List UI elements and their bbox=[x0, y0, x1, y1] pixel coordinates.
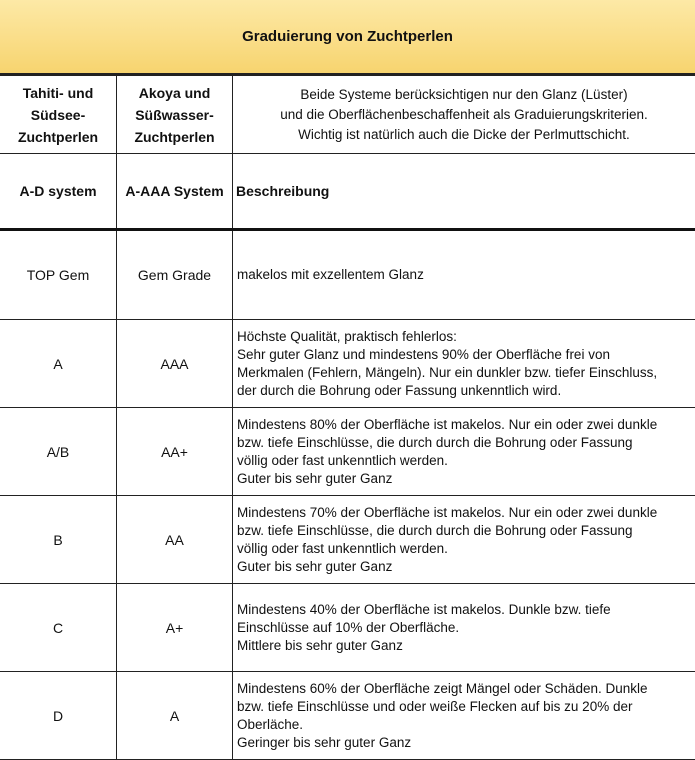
column-header-description: Beschreibung bbox=[233, 154, 695, 230]
description-line: Sehr guter Glanz und mindestens 90% der Oberfläche frei von bbox=[237, 346, 610, 362]
header-tahiti bbox=[0, 76, 117, 154]
column-header-ad: A-D system bbox=[0, 154, 117, 230]
header-text: Zuchtperlen bbox=[134, 128, 215, 145]
grading-table bbox=[0, 75, 695, 760]
grade-ad: A/B bbox=[0, 408, 117, 496]
description bbox=[233, 496, 695, 584]
table-row bbox=[0, 584, 695, 672]
grade-ad: D bbox=[0, 672, 117, 760]
header-text: Zuchtperlen bbox=[17, 128, 99, 145]
header-text: Südsee- bbox=[30, 106, 86, 123]
grade-aaa: A+ bbox=[117, 584, 233, 672]
header-text: Wichtig ist natürlich auch die Dicke der Perlmuttschicht. bbox=[298, 126, 630, 142]
description-line: Mindestens 60% der Oberfläche zeigt Mängel oder Schäden. Dunkle bbox=[237, 680, 648, 696]
subheader-row bbox=[0, 154, 695, 230]
description bbox=[233, 584, 695, 672]
description-line: Geringer bis sehr guter Ganz bbox=[237, 734, 412, 750]
table-row bbox=[0, 408, 695, 496]
grade-ad: TOP Gem bbox=[0, 230, 117, 320]
description-line: völlig oder fast unkenntlich werden. bbox=[237, 540, 448, 556]
grade-aaa: Gem Grade bbox=[117, 230, 233, 320]
description-line: Oberläche. bbox=[237, 716, 304, 732]
grade-ad: C bbox=[0, 584, 117, 672]
header-row bbox=[0, 76, 695, 154]
grade-aaa: AAA bbox=[117, 320, 233, 408]
header-akoya bbox=[117, 76, 233, 154]
table-row bbox=[0, 672, 695, 760]
description-line: Einschlüsse auf 10% der Oberfläche. bbox=[237, 619, 460, 635]
description-line: Guter bis sehr guter Ganz bbox=[237, 558, 393, 574]
description-line: Mindestens 70% der Oberfläche ist makelos. Nur ein oder zwei dunkle bbox=[237, 504, 658, 520]
grade-aaa: AA bbox=[117, 496, 233, 584]
description-line: bzw. tiefe Einschlüsse, die durch durch die Bohrung oder Fassung bbox=[237, 434, 633, 450]
header-text: Akoya und bbox=[138, 84, 211, 101]
description-line: der durch die Bohrung oder Fassung unkenntlich wird. bbox=[237, 382, 562, 398]
description-line: bzw. tiefe Einschlüsse, die durch durch die Bohrung oder Fassung bbox=[237, 522, 633, 538]
description-line: Merkmalen (Fehlern, Mängeln). Nur ein dunkler bzw. tiefer Einschluss, bbox=[237, 364, 658, 380]
description bbox=[233, 408, 695, 496]
header-text: Tahiti- und bbox=[22, 84, 94, 101]
description bbox=[233, 672, 695, 760]
description-line: Mindestens 80% der Oberfläche ist makelos. Nur ein oder zwei dunkle bbox=[237, 416, 658, 432]
grade-ad: B bbox=[0, 496, 117, 584]
grade-ad: A bbox=[0, 320, 117, 408]
description-line: völlig oder fast unkenntlich werden. bbox=[237, 452, 448, 468]
header-text: und die Oberflächenbeschaffenheit als Graduierungskriterien. bbox=[280, 106, 648, 122]
grade-aaa: A bbox=[117, 672, 233, 760]
header-text: Beide Systeme berücksichtigen nur den Glanz (Lüster) bbox=[300, 86, 628, 102]
description-line: Höchste Qualität, praktisch fehlerlos: bbox=[237, 328, 457, 344]
description-line: Mindestens 40% der Oberfläche ist makelos. Dunkle bzw. tiefe bbox=[237, 601, 611, 617]
description bbox=[233, 320, 695, 408]
table-row bbox=[0, 230, 695, 320]
grade-aaa: AA+ bbox=[117, 408, 233, 496]
description-line: Mittlere bis sehr guter Ganz bbox=[237, 637, 403, 653]
description-line: Guter bis sehr guter Ganz bbox=[237, 470, 393, 486]
description-line: bzw. tiefe Einschlüsse und oder weiße Flecken auf bis zu 20% der bbox=[237, 698, 633, 714]
header-note bbox=[233, 76, 695, 154]
description bbox=[233, 230, 695, 320]
table-title: Graduierung von Zuchtperlen bbox=[0, 0, 695, 75]
table-row bbox=[0, 320, 695, 408]
header-text: Süßwasser- bbox=[135, 106, 214, 123]
column-header-aaa: A-AAA System bbox=[117, 154, 233, 230]
description-line: makelos mit exzellentem Glanz bbox=[237, 267, 424, 282]
table-row bbox=[0, 496, 695, 584]
